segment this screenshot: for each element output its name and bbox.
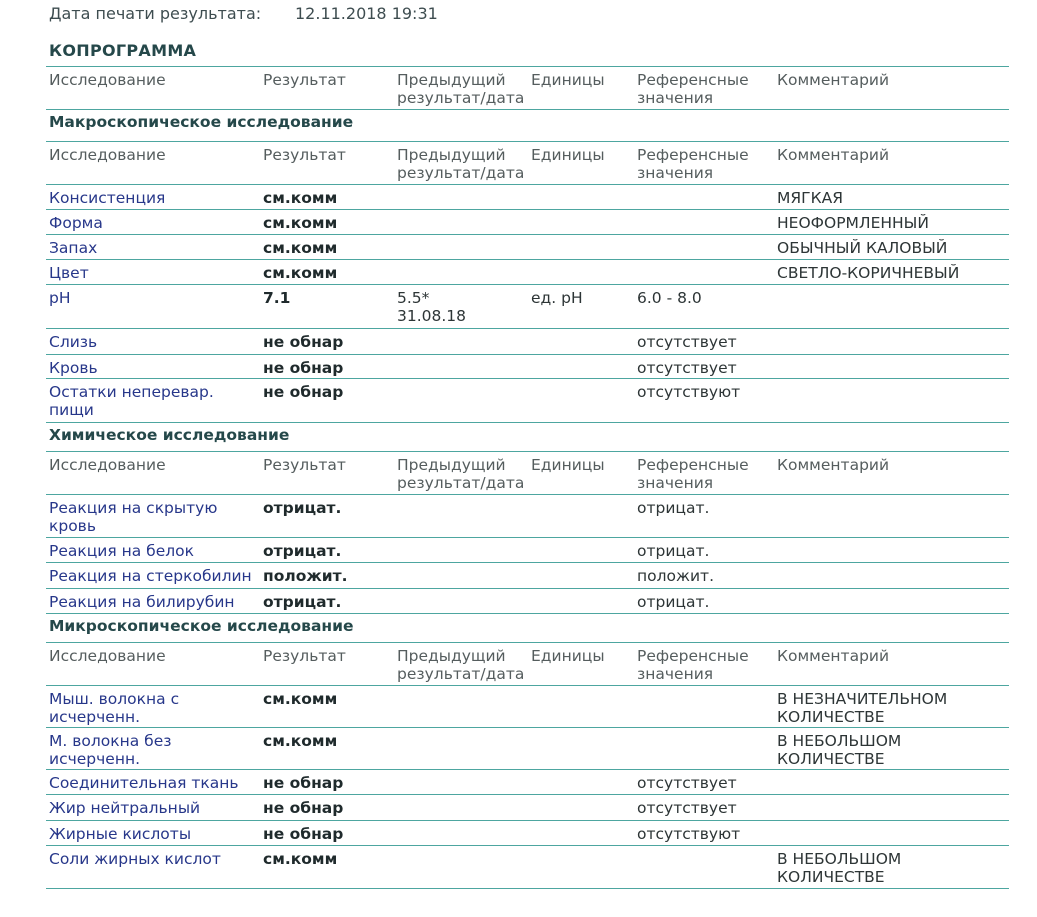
row-ref: положит. (637, 567, 715, 585)
row-comment: МЯГКАЯ (777, 189, 843, 207)
row-name: Соли жирных кислот (49, 850, 221, 868)
col-name-header: Исследование (49, 456, 166, 474)
col-units-header: Единицы (531, 146, 605, 164)
row-ref: отрицат. (637, 499, 710, 517)
section-micro (46, 613, 1009, 642)
table-row (46, 284, 1009, 328)
row-result: 7.1 (263, 289, 291, 307)
table-row (46, 685, 1009, 727)
row-result: см.комм (263, 264, 338, 282)
row-ref: отсутствует (637, 333, 737, 351)
row-result: см.комм (263, 239, 338, 257)
row-comment: СВЕТЛО-КОРИЧНЕВЫЙ (777, 264, 960, 282)
section-title: Макроскопическое исследование (49, 113, 354, 131)
table-header (46, 66, 1009, 109)
col-name-header: Исследование (49, 71, 166, 89)
row-comment: ОБЫЧНЫЙ КАЛОВЫЙ (777, 239, 948, 257)
col-result-header: Результат (263, 146, 346, 164)
row-result: не обнар (263, 825, 344, 843)
row-result: не обнар (263, 359, 344, 377)
row-result: не обнар (263, 333, 344, 351)
row-ref: отсутствует (637, 774, 737, 792)
document-title: КОПРОГРАММА (49, 41, 197, 60)
col-units-header: Единицы (531, 71, 605, 89)
col-prev-header: Предыдущий результат/дата (397, 647, 525, 683)
row-result: см.комм (263, 732, 338, 750)
table-row (46, 378, 1009, 422)
print-date-label: Дата печати результата: (49, 4, 262, 23)
table-header (46, 141, 1009, 184)
col-units-header: Единицы (531, 456, 605, 474)
table-row (46, 537, 1009, 562)
row-result: не обнар (263, 774, 344, 792)
table-row (46, 184, 1009, 209)
col-prev-header: Предыдущий результат/дата (397, 71, 525, 107)
row-name: Кровь (49, 359, 98, 377)
table-row (46, 769, 1009, 794)
col-units-header: Единицы (531, 647, 605, 665)
row-name: Цвет (49, 264, 89, 282)
row-result: см.комм (263, 189, 338, 207)
col-name-header: Исследование (49, 146, 166, 164)
row-name: Жир нейтральный (49, 799, 201, 817)
row-name: Остатки неперевар. пищи (49, 383, 214, 419)
col-ref-header: Референсные значения (637, 71, 749, 107)
table-row (46, 494, 1009, 537)
row-ref: отрицат. (637, 542, 710, 560)
table-row (46, 354, 1009, 378)
table-row (46, 794, 1009, 820)
row-comment: В НЕБОЛЬШОМ КОЛИЧЕСТВЕ (777, 732, 902, 768)
row-comment: В НЕЗНАЧИТЕЛЬНОМ КОЛИЧЕСТВЕ (777, 690, 948, 726)
row-name: Запах (49, 239, 98, 257)
row-name: pH (49, 289, 71, 307)
row-ref: отсутствуют (637, 825, 741, 843)
row-ref: отсутствует (637, 359, 737, 377)
row-result: не обнар (263, 799, 344, 817)
row-comment: В НЕБОЛЬШОМ КОЛИЧЕСТВЕ (777, 850, 902, 886)
row-result: отрицат. (263, 542, 342, 560)
col-comment-header: Комментарий (777, 146, 890, 164)
section-title: Микроскопическое исследование (49, 617, 354, 635)
row-comment: НЕОФОРМЛЕННЫЙ (777, 214, 929, 232)
row-name: Слизь (49, 333, 98, 351)
section-chem (46, 422, 1009, 451)
table-row (46, 234, 1009, 259)
table-row (46, 209, 1009, 234)
col-ref-header: Референсные значения (637, 146, 749, 182)
row-units: ед. pH (531, 289, 583, 307)
col-result-header: Результат (263, 71, 346, 89)
row-name: Мыш. волокна с исчерченн. (49, 690, 180, 726)
table-row (46, 727, 1009, 769)
col-prev-header: Предыдущий результат/дата (397, 146, 525, 182)
row-name: Консистенция (49, 189, 166, 207)
row-name: Реакция на билирубин (49, 593, 235, 611)
results-table (46, 66, 1009, 889)
col-result-header: Результат (263, 647, 346, 665)
row-name: Соединительная ткань (49, 774, 239, 792)
row-result: см.комм (263, 850, 338, 868)
row-name: М. волокна без исчерченн. (49, 732, 172, 768)
row-name: Реакция на белок (49, 542, 195, 560)
row-name: Форма (49, 214, 103, 232)
col-ref-header: Референсные значения (637, 456, 749, 492)
section-macro (46, 109, 1009, 141)
row-ref: отсутствуют (637, 383, 741, 401)
table-row (46, 562, 1009, 588)
table-row (46, 820, 1009, 845)
col-comment-header: Комментарий (777, 647, 890, 665)
row-ref: отсутствует (637, 799, 737, 817)
table-header (46, 642, 1009, 685)
col-prev-header: Предыдущий результат/дата (397, 456, 525, 492)
table-header (46, 451, 1009, 494)
row-name: Реакция на скрытую кровь (49, 499, 218, 535)
print-date-value: 12.11.2018 19:31 (295, 4, 438, 23)
row-result: см.комм (263, 690, 338, 708)
col-result-header: Результат (263, 456, 346, 474)
row-result: отрицат. (263, 593, 342, 611)
row-name: Реакция на стеркобилин (49, 567, 252, 585)
row-result: см.комм (263, 214, 338, 232)
row-prev: 5.5* 31.08.18 (397, 289, 467, 325)
print-date (49, 4, 438, 23)
col-comment-header: Комментарий (777, 71, 890, 89)
row-ref: отрицат. (637, 593, 710, 611)
col-name-header: Исследование (49, 647, 166, 665)
col-comment-header: Комментарий (777, 456, 890, 474)
table-row (46, 259, 1009, 284)
section-title: Химическое исследование (49, 426, 290, 444)
row-result: положит. (263, 567, 348, 585)
col-ref-header: Референсные значения (637, 647, 749, 683)
table-row (46, 588, 1009, 613)
row-name: Жирные кислоты (49, 825, 192, 843)
row-result: не обнар (263, 383, 344, 401)
row-ref: 6.0 - 8.0 (637, 289, 702, 307)
table-row (46, 845, 1009, 889)
row-result: отрицат. (263, 499, 342, 517)
table-row (46, 328, 1009, 354)
